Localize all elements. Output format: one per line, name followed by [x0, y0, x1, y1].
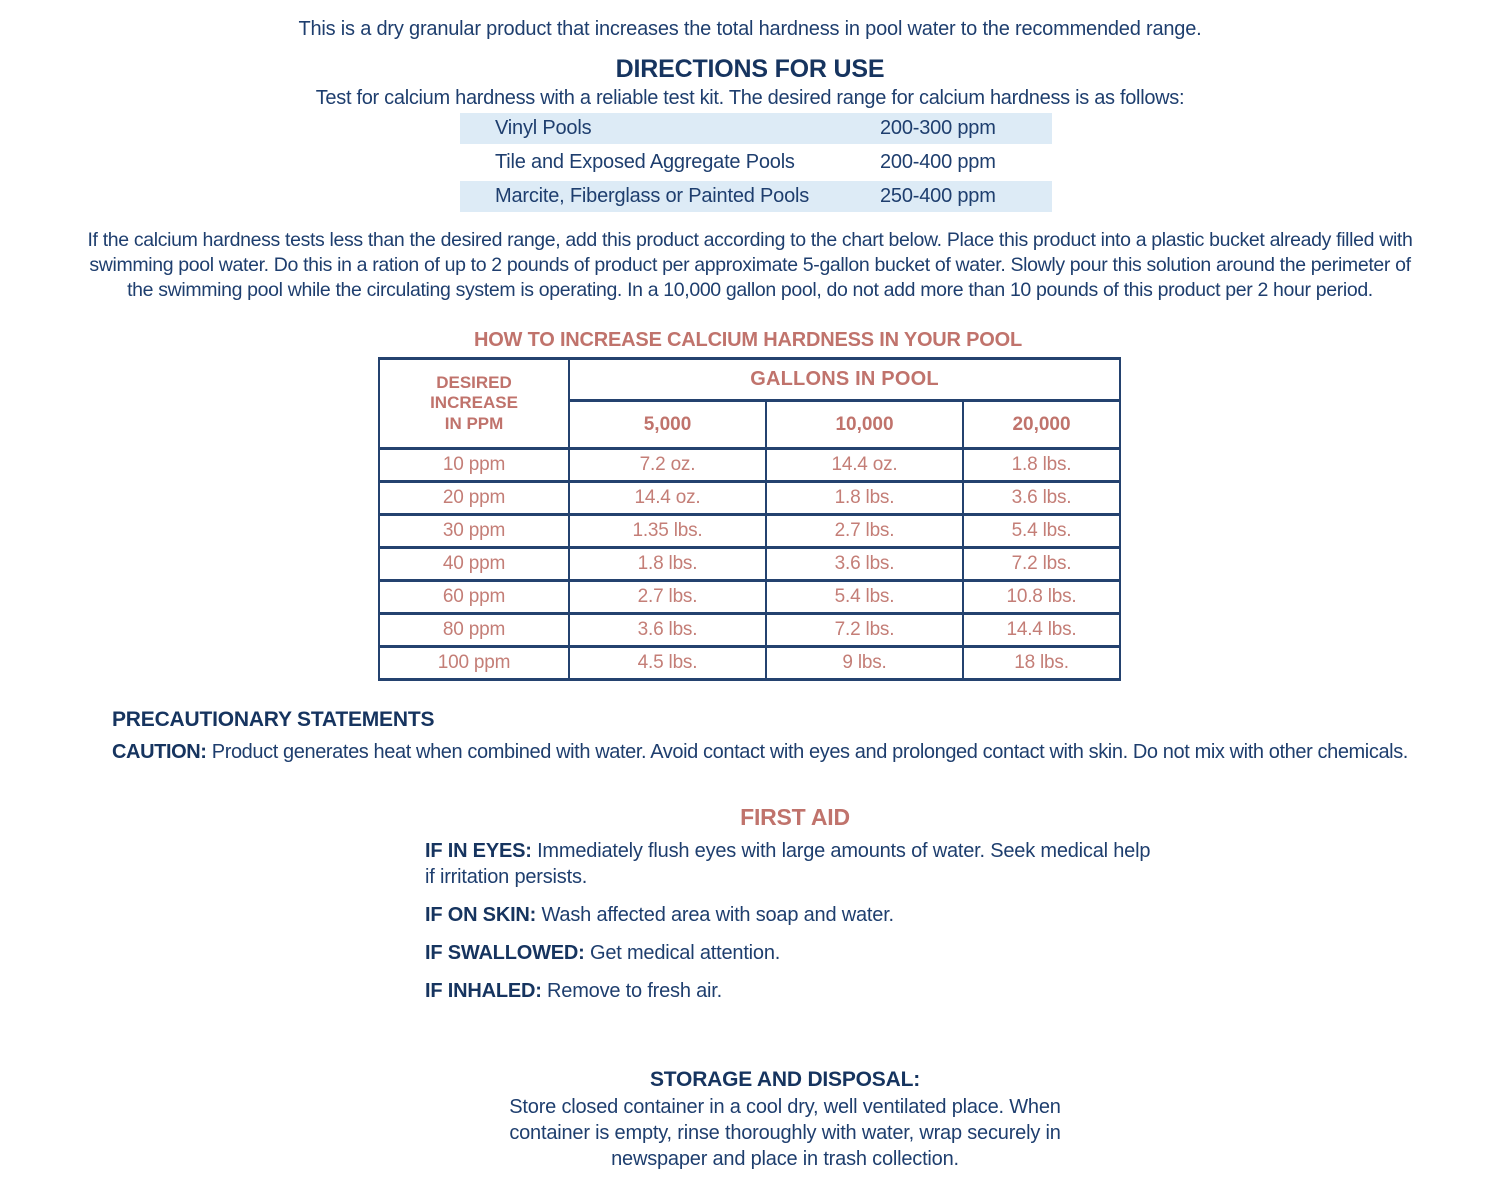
ppm-range-value: 200-400 ppm	[880, 151, 996, 173]
ppm-cell: 10 ppm	[379, 449, 569, 482]
first-aid-text: Immediately flush eyes with large amounts of water. Seek medical help if irritation persists.	[425, 840, 1151, 888]
dose-cell: 7.2 lbs.	[766, 614, 963, 647]
ppm-cell: 80 ppm	[379, 614, 569, 647]
dose-cell: 1.8 lbs.	[963, 449, 1120, 482]
table-row	[379, 449, 1120, 482]
first-aid-item	[425, 838, 1165, 890]
table-row	[379, 647, 1120, 680]
table-row	[379, 581, 1120, 614]
first-aid-item	[425, 902, 1165, 928]
directions-for-use-heading: DIRECTIONS FOR USE	[615, 55, 885, 83]
ppm-cell: 20 ppm	[379, 482, 569, 515]
pool-type-label: Marcite, Fiberglass or Painted Pools	[495, 185, 810, 207]
product-description-line: This is a dry granular product that increases the total hardness in pool water to the recommended range.	[298, 18, 1202, 40]
ppm-range-value: 250-400 ppm	[880, 185, 996, 207]
gallons-in-pool-header: GALLONS IN POOL	[569, 359, 1120, 401]
first-aid-text: Get medical attention.	[589, 942, 781, 964]
ppm-cell: 100 ppm	[379, 647, 569, 680]
dose-cell: 18 lbs.	[963, 647, 1120, 680]
range-table-row	[460, 113, 1052, 144]
dose-cell: 2.7 lbs.	[569, 581, 766, 614]
dosage-table-title: HOW TO INCREASE CALCIUM HARDNESS IN YOUR POOL	[473, 329, 1023, 351]
first-aid-heading: FIRST AID	[740, 804, 850, 830]
desired-increase-header-text: DESIRED INCREASE IN PPM	[430, 373, 518, 433]
dose-cell: 5.4 lbs.	[766, 581, 963, 614]
dose-cell: 3.6 lbs.	[569, 614, 766, 647]
first-aid-text: Remove to fresh air.	[547, 980, 723, 1002]
ppm-range-value: 200-300 ppm	[880, 117, 996, 139]
storage-disposal-section	[470, 1068, 1100, 1172]
pool-type-label: Tile and Exposed Aggregate Pools	[495, 151, 795, 173]
dosing-instructions-paragraph: If the calcium hardness tests less than the desired range, add this product according to the chart below. Place this product into a plastic bucket already filled with swimming pool water. Do this in a ration of up to 2 pounds of product per approximate 5-gallon bucket of water. Slowly pour this solution around the perimeter of the swimming pool while the circulating system is operating. In a 10,000 gallon pool, do not add more than 10 pounds of this product per 2 hour period.	[87, 229, 1413, 301]
dose-cell: 14.4 oz.	[569, 482, 766, 515]
desired-increase-header	[379, 359, 569, 449]
caution-statement	[112, 741, 1452, 764]
dose-cell: 2.7 lbs.	[766, 515, 963, 548]
dose-cell: 5.4 lbs.	[963, 515, 1120, 548]
dose-cell: 1.8 lbs.	[766, 482, 963, 515]
caution-text: Product generates heat when combined with water. Avoid contact with eyes and prolonged contact with skin. Do not mix with other chemicals.	[211, 741, 1408, 763]
hardness-range-table	[460, 113, 1052, 215]
dose-cell: 9 lbs.	[766, 647, 963, 680]
dose-cell: 14.4 oz.	[766, 449, 963, 482]
precautionary-statements-heading: PRECAUTIONARY STATEMENTS	[112, 708, 435, 731]
dose-cell: 14.4 lbs.	[963, 614, 1120, 647]
first-aid-label: IF SWALLOWED:	[425, 942, 585, 964]
first-aid-text: Wash affected area with soap and water.	[541, 904, 894, 926]
first-aid-item	[425, 940, 1165, 966]
pool-type-label: Vinyl Pools	[495, 117, 592, 139]
dose-cell: 7.2 oz.	[569, 449, 766, 482]
gallons-10000-header: 10,000	[766, 401, 963, 449]
dose-cell: 10.8 lbs.	[963, 581, 1120, 614]
test-instruction-line: Test for calcium hardness with a reliable test kit. The desired range for calcium hardness is as follows:	[315, 87, 1185, 109]
first-aid-label: IF INHALED:	[425, 980, 542, 1002]
storage-disposal-text: Store closed container in a cool dry, well ventilated place. When container is empty, rinse thoroughly with water, wrap securely in newspaper and place in trash collection.	[509, 1096, 1061, 1170]
ppm-cell: 60 ppm	[379, 581, 569, 614]
range-table-row	[460, 181, 1052, 212]
first-aid-item	[425, 978, 1165, 1004]
gallons-20000-header: 20,000	[963, 401, 1120, 449]
table-header-row	[379, 359, 1120, 401]
dosage-table	[378, 357, 1121, 681]
table-row	[379, 515, 1120, 548]
table-row	[379, 548, 1120, 581]
dose-cell: 3.6 lbs.	[963, 482, 1120, 515]
first-aid-section	[425, 804, 1165, 1004]
first-aid-label: IF ON SKIN:	[425, 904, 537, 926]
table-row	[379, 614, 1120, 647]
range-table-row	[460, 147, 1052, 178]
ppm-cell: 30 ppm	[379, 515, 569, 548]
dose-cell: 4.5 lbs.	[569, 647, 766, 680]
dose-cell: 7.2 lbs.	[963, 548, 1120, 581]
storage-disposal-heading: STORAGE AND DISPOSAL:	[650, 1068, 920, 1091]
dose-cell: 3.6 lbs.	[766, 548, 963, 581]
table-row	[379, 482, 1120, 515]
dose-cell: 1.8 lbs.	[569, 548, 766, 581]
gallons-5000-header: 5,000	[569, 401, 766, 449]
first-aid-label: IF IN EYES:	[425, 840, 532, 862]
caution-label: CAUTION:	[112, 741, 207, 763]
dose-cell: 1.35 lbs.	[569, 515, 766, 548]
ppm-cell: 40 ppm	[379, 548, 569, 581]
